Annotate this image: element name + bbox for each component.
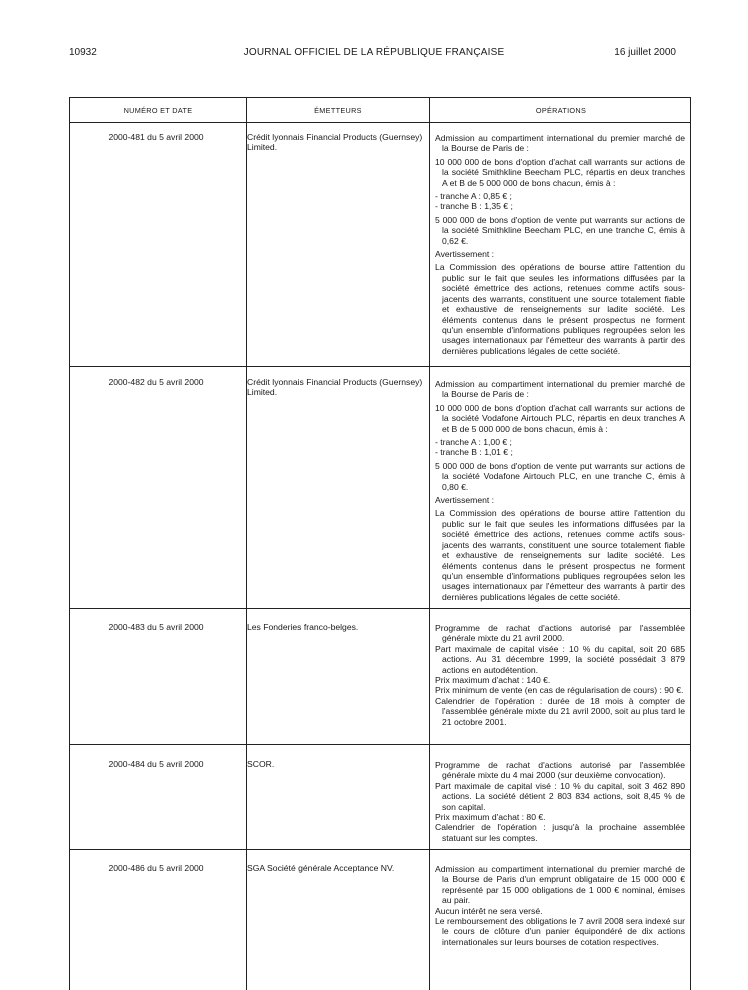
- row-number: 2000-484 du 5 avril 2000: [108, 759, 204, 769]
- operation-paragraph: 5 000 000 de bons d'option de vente put warrants sur actions de la société Vodafone Airtouch PLC, en une tranche C, émis à 0,80 €.: [435, 460, 685, 492]
- operation-paragraph: Prix maximum d'achat : 80 €.: [435, 812, 546, 823]
- row-operations: [435, 623, 685, 727]
- operation-item: - tranche A : 1,00 € ;: [435, 437, 512, 448]
- operation-paragraph: 5 000 000 de bons d'option de vente put warrants sur actions de la société Smithkline Beecham PLC, en une tranche C, émis à 0,62 €.: [435, 214, 685, 246]
- warning-heading: Avertissement :: [435, 249, 495, 260]
- operation-item: - tranche A : 0,85 € ;: [435, 191, 512, 202]
- operation-paragraph: Programme de rachat d'actions autorisé par l'assemblée générale mixte du 21 avril 2000.: [435, 623, 685, 644]
- column-header-number: NUMÉRO ET DATE: [123, 106, 193, 115]
- warning-heading: Avertissement :: [435, 495, 495, 506]
- warning-text: La Commission des opérations de bourse attire l'attention du public sur le fait que seules les informations diffusées par la société émettrice des actions, retenues comme actifs sous-jacents des warrants, constituent une source totalement fiable et exhaustive de renseignements sur ladite société. Les éléments contenus dans le présent prospectus ne forment qu'un ensemble d'informations publiques regroupées selon les usages internationaux par l'émetteur des warrants à partir des dernières publications légales de cette société.: [435, 508, 685, 602]
- operations-table: [69, 97, 691, 990]
- row-number: 2000-482 du 5 avril 2000: [108, 377, 204, 387]
- operation-paragraph: Prix minimum de vente (en cas de régularisation de cours) : 90 €.: [435, 685, 684, 696]
- page-number: 10932: [69, 47, 97, 58]
- operation-item: - tranche B : 1,01 € ;: [435, 447, 513, 458]
- operation-paragraph: Prix maximum d'achat : 140 €.: [435, 675, 551, 686]
- column-header-issuers: ÉMETTEURS: [314, 106, 362, 115]
- row-issuer: Crédit lyonnais Financial Products (Guernsey) Limited.: [247, 132, 423, 153]
- operation-paragraph: Calendrier de l'opération : jusqu'à la prochaine assemblée statuant sur les comptes.: [435, 822, 685, 843]
- row-operations: [435, 760, 685, 843]
- row-number: 2000-481 du 5 avril 2000: [108, 132, 204, 142]
- operation-paragraph: Admission au compartiment international du premier marché de la Bourse de Paris de :: [435, 379, 685, 400]
- operation-item: - tranche B : 1,35 € ;: [435, 201, 513, 212]
- column-header-operations: OPÉRATIONS: [535, 106, 587, 115]
- page-date: 16 juillet 2000: [614, 47, 676, 58]
- warning-text: La Commission des opérations de bourse attire l'attention du public sur le fait que seules les informations diffusées par la société émettrice des actions, retenues comme actifs sous-jacents des warrants, constituent une source totalement fiable et exhaustive de renseignements sur ladite société. Les éléments contenus dans le présent prospectus ne forment qu'un ensemble d'informations publiques regroupées selon les usages internationaux par l'émetteur des warrants à partir des dernières publications légales de cette société.: [435, 262, 685, 356]
- operation-paragraph: 10 000 000 de bons d'option d'achat call warrants sur actions de la société Vodafone Airtouch PLC, répartis en deux tranches A et B de 5 000 000 de bons chacun, émis à :: [435, 402, 685, 434]
- operation-paragraph: 10 000 000 de bons d'option d'achat call warrants sur actions de la société Smithkline Beecham PLC, répartis en deux tranches A et B de 5 000 000 de bons chacun, émis à :: [435, 156, 685, 188]
- row-issuer: SCOR.: [247, 759, 275, 769]
- row-operations: [435, 379, 685, 605]
- operation-paragraph: Programme de rachat d'actions autorisé par l'assemblée générale mixte du 4 mai 2000 (sur deuxième convocation).: [435, 760, 685, 781]
- row-divider: [70, 849, 690, 850]
- row-issuer: SGA Société générale Acceptance NV.: [247, 863, 395, 873]
- row-issuer: Les Fonderies franco-belges.: [247, 622, 359, 632]
- row-divider: [70, 366, 690, 367]
- row-number: 2000-486 du 5 avril 2000: [108, 863, 204, 873]
- journal-title: JOURNAL OFFICIEL DE LA RÉPUBLIQUE FRANÇAISE: [243, 47, 505, 58]
- header-divider: [70, 122, 690, 123]
- operation-paragraph: Part maximale de capital visée : 10 % du capital, soit 20 685 actions. Au 31 décembre 1999, la société possédait 3 879 actions en autodétention.: [435, 643, 685, 675]
- column-divider: [246, 98, 247, 990]
- column-divider: [429, 98, 430, 990]
- operation-paragraph: Aucun intérêt ne sera versé.: [435, 905, 543, 916]
- operation-paragraph: Le remboursement des obligations le 7 avril 2008 sera indexé sur le cours de clôture d'un panier équipondéré de dix actions internationales sur leurs bourses de cotation respectives.: [435, 916, 685, 947]
- row-divider: [70, 744, 690, 745]
- operation-paragraph: Admission au compartiment international du premier marché de la Bourse de Paris d'un emprunt obligataire de 15 000 000 € représenté par 15 000 obligations de 1 000 € nominal, émises au pair.: [435, 864, 685, 906]
- row-divider: [70, 608, 690, 609]
- row-operations: [435, 864, 685, 947]
- operation-paragraph: Admission au compartiment international du premier marché de la Bourse de Paris de :: [435, 133, 685, 154]
- operation-paragraph: Part maximale de capital visé : 10 % du capital, soit 3 462 890 actions. La société détient 2 803 834 actions, soit 8,45 % de son capital.: [435, 780, 685, 812]
- operation-paragraph: Calendrier de l'opération : durée de 18 mois à compter de l'assemblée générale mixte du 21 avril 2000, soit au plus tard le 21 octobre 2001.: [435, 695, 685, 727]
- row-issuer: Crédit lyonnais Financial Products (Guernsey) Limited.: [247, 377, 423, 398]
- row-number: 2000-483 du 5 avril 2000: [108, 622, 204, 632]
- row-operations: [435, 133, 685, 359]
